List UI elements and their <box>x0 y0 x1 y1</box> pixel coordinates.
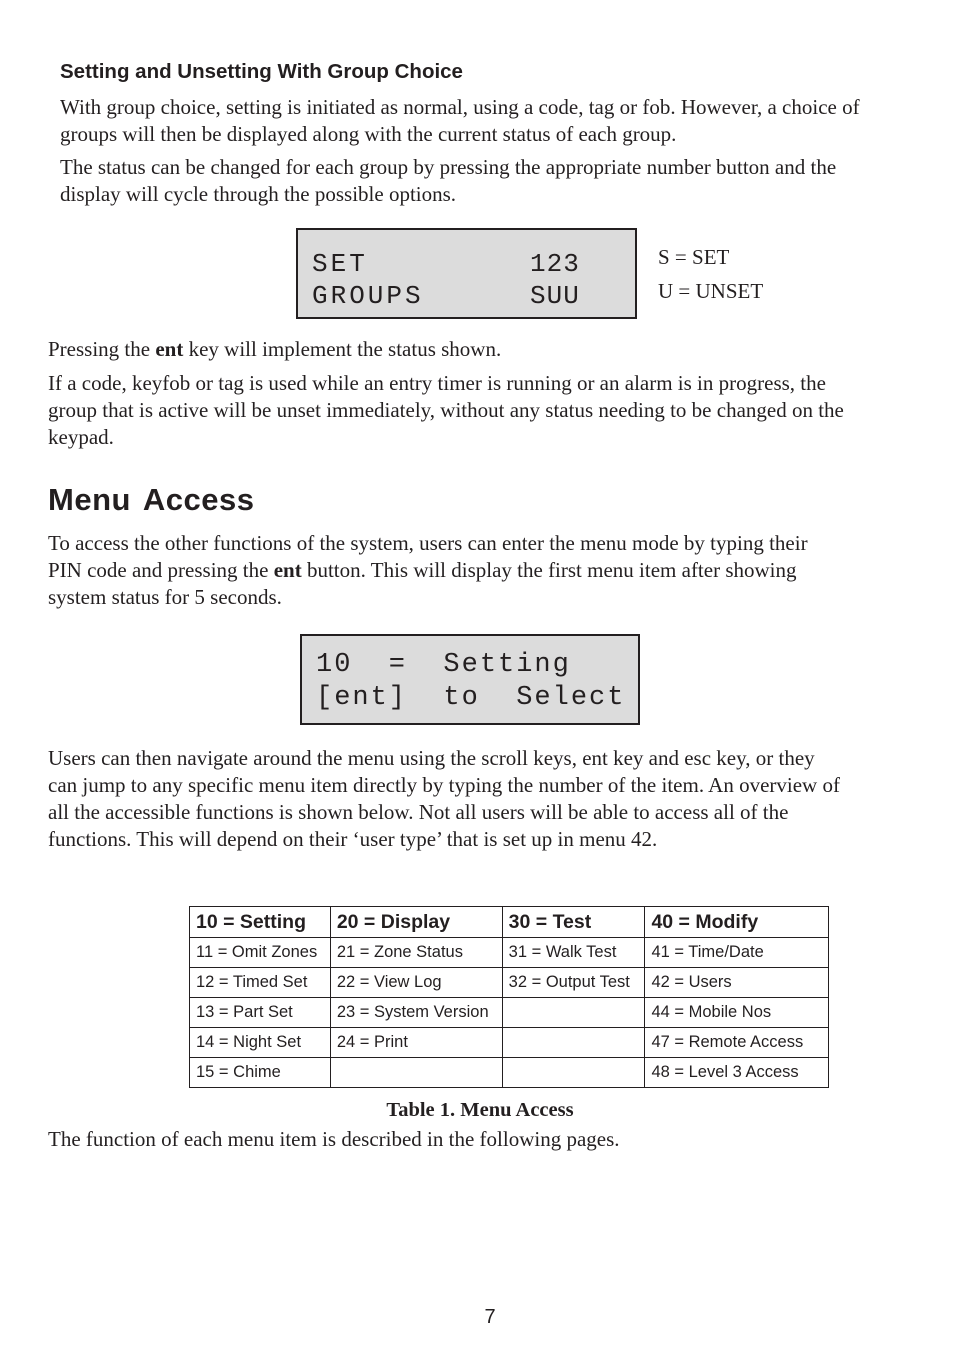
following-pages-note: The function of each menu item is described in the following pages. <box>48 1127 620 1151</box>
lcd-menu-line2: [ent] to Select <box>316 683 626 713</box>
menu-access-heading: Menu Access <box>48 482 255 517</box>
lcd-display-groups <box>296 228 637 319</box>
table-header: 10 = Setting <box>190 907 331 938</box>
table-header: 20 = Display <box>330 907 502 938</box>
entry-timer-paragraph: If a code, keyfob or tag is used while an entry timer is running or an alarm is in progress, the group that is active will be unset immediately, without any status needing to be changed on the keypad. <box>48 371 844 449</box>
navigation-paragraph: Users can then navigate around the menu using the scroll keys, ent key and esc key, or they can jump to any specific menu item directly by typing the number of the item. An overview of all the accessible functions is shown below. Not all users will be able to access all of the functions. This will depend on their ‘user type’ that is set up in menu 42. <box>48 746 840 851</box>
table-cell: 22 = View Log <box>330 968 502 998</box>
lcd-row2-label: GROUPS <box>312 281 424 311</box>
table-row <box>190 1028 829 1058</box>
lcd-row2-value: SUU <box>530 281 580 311</box>
table-row <box>190 1058 829 1088</box>
table-caption: Table 1. Menu Access <box>386 1099 574 1121</box>
table-cell: 24 = Print <box>330 1028 502 1058</box>
table-cell: 41 = Time/Date <box>645 938 829 968</box>
table-cell: 13 = Part Set <box>190 998 331 1028</box>
table-row <box>190 938 829 968</box>
status-legend <box>658 240 763 308</box>
group-choice-paragraph-1: With group choice, setting is initiated as normal, using a code, tag or fob. However, a choice of groups will then be displayed along with the current status of each group. <box>60 95 860 146</box>
group-choice-paragraph-2: The status can be changed for each group by pressing the appropriate number button and the display will cycle through the possible options. <box>60 155 837 206</box>
table-cell: 12 = Timed Set <box>190 968 331 998</box>
table-cell <box>502 1028 645 1058</box>
menu-access-paragraph: To access the other functions of the system, users can enter the menu mode by typing their PIN code and pressing the ent button. This will display the first menu item after showing system status for 5 seconds. <box>48 531 808 609</box>
menu-access-table <box>189 906 829 1088</box>
section-heading-group-choice: Setting and Unsetting With Group Choice <box>60 60 463 83</box>
table-cell: 21 = Zone Status <box>330 938 502 968</box>
table-cell <box>330 1058 502 1088</box>
ent-key-note: Pressing the ent key will implement the status shown. <box>48 337 502 361</box>
table-row <box>190 998 829 1028</box>
table-header: 30 = Test <box>502 907 645 938</box>
table-cell: 42 = Users <box>645 968 829 998</box>
table-cell <box>502 1058 645 1088</box>
lcd-menu-line1: 10 = Setting <box>316 650 571 680</box>
lcd-row1-label: SET <box>312 249 368 279</box>
table-header: 40 = Modify <box>645 907 829 938</box>
lcd-display-menu <box>300 634 640 725</box>
table-cell: 48 = Level 3 Access <box>645 1058 829 1088</box>
table-cell <box>502 998 645 1028</box>
legend-set: S = SET <box>658 245 730 269</box>
table-cell: 23 = System Version <box>330 998 502 1028</box>
table-cell: 44 = Mobile Nos <box>645 998 829 1028</box>
table-cell: 47 = Remote Access <box>645 1028 829 1058</box>
table-row <box>190 968 829 998</box>
page-number: 7 <box>484 1306 496 1328</box>
legend-unset: U = UNSET <box>658 279 764 303</box>
table-header-row <box>190 907 829 938</box>
table-cell: 31 = Walk Test <box>502 938 645 968</box>
table-cell: 32 = Output Test <box>502 968 645 998</box>
table-cell: 14 = Night Set <box>190 1028 331 1058</box>
table-cell: 11 = Omit Zones <box>190 938 331 968</box>
lcd-row1-value: 123 <box>530 249 580 279</box>
table-cell: 15 = Chime <box>190 1058 331 1088</box>
